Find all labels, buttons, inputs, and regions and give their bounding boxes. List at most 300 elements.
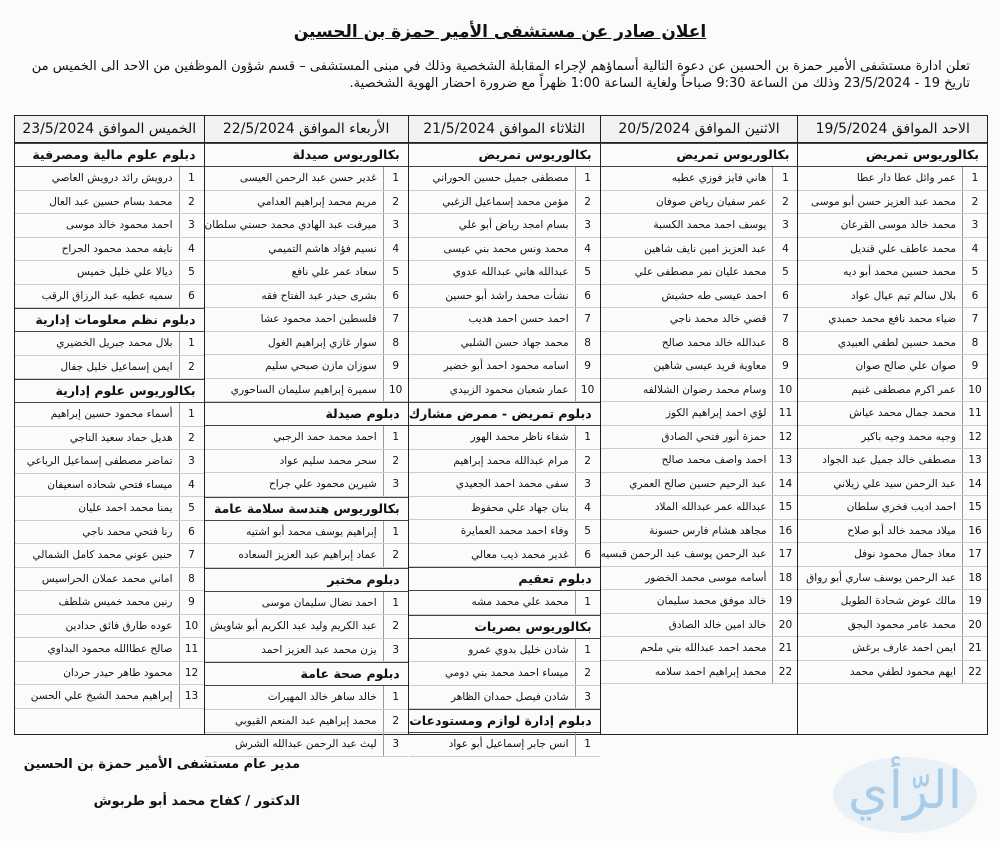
candidate-name: أسماء محمود حسين إبراهيم <box>50 408 173 421</box>
row-number: 1 <box>383 521 408 544</box>
candidate-name: ايمن احمد عارف برغش <box>852 642 956 655</box>
row-number: 3 <box>962 214 987 237</box>
row-number: 3 <box>383 733 408 756</box>
row-number: 2 <box>575 191 600 214</box>
row-number: 6 <box>575 285 600 308</box>
candidate-row <box>409 544 600 568</box>
row-number: 1 <box>575 639 600 662</box>
section-heading: دبلوم نظم معلومات إدارية <box>15 308 204 332</box>
candidate-name: سميرة إبراهيم سليمان الساحوري <box>230 383 377 396</box>
candidate-row <box>409 214 600 238</box>
candidate-name: محمود طاهر حيدر حردان <box>63 666 173 679</box>
candidate-name: معاوية فريد عيسى شاهين <box>653 360 767 373</box>
candidate-row <box>409 379 600 403</box>
row-number: 5 <box>179 497 204 520</box>
row-number: 12 <box>179 662 204 685</box>
row-number: 9 <box>383 355 408 378</box>
row-number: 13 <box>772 449 797 472</box>
day-column <box>408 116 600 751</box>
candidate-name: بنان جهاد علي محفوظ <box>471 501 569 514</box>
section-heading: بكالوريوس علوم إدارية <box>15 379 204 403</box>
candidate-name: عمر وائل عطا دار عطا <box>856 172 956 185</box>
candidate-name: محمد عليان نمر مصطفى علي <box>634 266 767 279</box>
row-number: 2 <box>772 191 797 214</box>
candidate-row <box>601 496 798 520</box>
row-number: 1 <box>383 592 408 615</box>
day-heading: الاثنين الموافق 20/5/2024 <box>601 116 798 143</box>
candidate-name: محمد عاطف علي قنديل <box>850 242 956 255</box>
candidate-name: شادن فيصل حمدان الظاهر <box>451 690 569 703</box>
candidate-name: عبدالله خالد محمد صالح <box>661 336 767 349</box>
row-number: 3 <box>772 214 797 237</box>
candidate-name: اسامه محمود احمد أبو خضير <box>443 360 569 373</box>
signatory-name: الدكتور / كفاح محمد أبو طربوش <box>93 794 300 809</box>
candidate-row <box>15 521 204 545</box>
candidate-name: وسام محمد رضوان الشلالفه <box>642 383 767 396</box>
section-heading: دبلوم مختبر <box>205 568 408 592</box>
candidate-row <box>205 308 408 332</box>
candidate-name: محمد خالد موسى القرعان <box>840 219 956 232</box>
row-number: 16 <box>772 520 797 543</box>
row-number: 7 <box>575 308 600 331</box>
candidate-row <box>409 473 600 497</box>
row-number: 5 <box>179 261 204 284</box>
candidate-name: وجيه محمد وجيه باكير <box>861 430 956 443</box>
day-heading: الخميس الموافق 23/5/2024 <box>15 116 204 143</box>
row-number: 8 <box>772 332 797 355</box>
candidate-name: بشرى حيدر عبد الفتاح فقه <box>261 289 377 302</box>
candidate-name: مصطفى جميل حسين الحوراني <box>432 172 569 185</box>
candidate-row <box>601 426 798 450</box>
day-heading: الثلاثاء الموافق 21/5/2024 <box>409 116 600 143</box>
candidate-name: محمد حسين محمد أبو ديه <box>843 266 956 279</box>
row-number: 6 <box>962 285 987 308</box>
candidate-name: عبد الرحمن يوسف ساري أبو رواق <box>806 571 956 584</box>
candidate-name: رنا فتحي محمد ناجي <box>82 525 173 538</box>
row-number: 13 <box>179 685 204 708</box>
candidate-name: مريم محمد إبراهيم العدامي <box>257 195 377 208</box>
candidate-row <box>205 426 408 450</box>
candidate-row <box>798 637 987 661</box>
candidate-name: عمر اكرم مصطفى غنيم <box>851 383 956 396</box>
row-number: 14 <box>772 473 797 496</box>
candidate-name: محمد ونس محمد بني عيسى <box>443 242 569 255</box>
day-heading: الأربعاء الموافق 22/5/2024 <box>205 116 408 143</box>
row-number: 1 <box>179 332 204 355</box>
row-number: 8 <box>383 332 408 355</box>
candidate-row <box>205 450 408 474</box>
row-number: 4 <box>179 238 204 261</box>
candidate-name: درويش رائد درويش العاصي <box>51 172 173 185</box>
row-number: 1 <box>179 403 204 426</box>
candidate-name: سحر محمد سليم عواد <box>279 454 377 467</box>
candidate-row <box>798 214 987 238</box>
candidate-row <box>409 591 600 615</box>
row-number: 17 <box>772 543 797 566</box>
newspaper-logo-watermark <box>830 740 980 835</box>
candidate-name: عوده طارق فائق حدادين <box>65 619 173 632</box>
row-number: 9 <box>179 591 204 614</box>
candidate-row <box>205 639 408 663</box>
row-number: 10 <box>772 379 797 402</box>
candidate-row <box>601 261 798 285</box>
candidate-name: احمد محمود خالد موسى <box>65 219 173 232</box>
row-number: 15 <box>772 496 797 519</box>
candidate-row <box>601 332 798 356</box>
candidate-row <box>15 568 204 592</box>
candidate-name: سوزان مازن صبحي سليم <box>265 360 377 373</box>
candidate-row <box>601 543 798 567</box>
candidate-row <box>15 214 204 238</box>
candidate-name: احمد واصف محمد صالح <box>661 454 767 467</box>
candidate-name: غدير محمد ذيب معالي <box>471 548 569 561</box>
candidate-row <box>601 285 798 309</box>
candidate-row <box>409 261 600 285</box>
row-number: 18 <box>772 567 797 590</box>
candidate-row <box>798 308 987 332</box>
candidate-row <box>15 615 204 639</box>
section-heading: بكالوريوس تمريض <box>601 143 798 167</box>
day-column <box>204 116 408 751</box>
candidate-name: إبراهيم يوسف محمد أبو اشتيه <box>246 525 377 538</box>
candidate-name: محمد جمال محمد عياش <box>849 407 956 420</box>
candidate-name: احمد نضال سليمان موسى <box>261 596 377 609</box>
row-number: 7 <box>962 308 987 331</box>
candidate-row <box>409 238 600 262</box>
row-number: 11 <box>962 402 987 425</box>
candidate-name: شفاء ناظر محمد الهور <box>470 431 569 444</box>
row-number: 2 <box>383 710 408 733</box>
candidate-row <box>798 567 987 591</box>
candidate-name: بلال سالم تيم عيال عواد <box>851 289 956 302</box>
row-number: 3 <box>383 639 408 662</box>
schedule-table <box>14 115 988 751</box>
candidate-name: محمد جهاد حسن الشلبي <box>460 336 569 349</box>
candidate-row <box>798 191 987 215</box>
row-number: 10 <box>383 379 408 402</box>
candidate-row <box>409 686 600 710</box>
row-number: 2 <box>179 356 204 379</box>
candidate-name: اماني محمد عملان الحراسيس <box>41 572 173 585</box>
candidate-row <box>15 191 204 215</box>
candidate-name: محمد بسام حسين عبد العال <box>49 195 173 208</box>
candidate-row <box>798 449 987 473</box>
candidate-row <box>798 473 987 497</box>
row-number: 3 <box>383 214 408 237</box>
candidate-row <box>601 473 798 497</box>
candidate-name: خالد امين خالد الصادق <box>668 618 767 631</box>
candidate-row <box>205 355 408 379</box>
row-number: 6 <box>575 544 600 567</box>
row-number: 19 <box>772 590 797 613</box>
candidate-row <box>205 592 408 616</box>
candidate-row <box>798 520 987 544</box>
candidate-name: عبد الكريم وليد عبد الكريم أبو شاويش <box>209 620 377 633</box>
candidate-name: سفى محمد احمد الجعيدي <box>455 478 569 491</box>
day-column <box>600 116 798 734</box>
candidate-row <box>601 661 798 685</box>
candidate-row <box>205 733 408 757</box>
candidate-row <box>205 191 408 215</box>
candidate-row <box>798 261 987 285</box>
row-number: 1 <box>179 167 204 190</box>
candidate-name: ميساء احمد محمد بني دومي <box>445 667 569 680</box>
candidate-row <box>798 285 987 309</box>
candidate-name: أسامه موسى محمد الخضور <box>645 571 767 584</box>
candidate-row <box>15 544 204 568</box>
row-number: 12 <box>962 426 987 449</box>
row-number: 3 <box>575 214 600 237</box>
candidate-row <box>601 449 798 473</box>
candidate-name: يمنا محمد احمد عليان <box>78 502 173 515</box>
candidate-name: شادن خليل بدوي عمرو <box>468 643 569 656</box>
section-heading: بكالوريوس صيدلة <box>205 143 408 167</box>
row-number: 10 <box>179 615 204 638</box>
section-heading: بكالوريوس هندسة سلامة عامة <box>205 497 408 521</box>
candidate-name: عماد إبراهيم عبد العزيز السعاده <box>238 549 377 562</box>
candidate-row <box>15 261 204 285</box>
candidate-row <box>15 591 204 615</box>
candidate-row <box>15 662 204 686</box>
row-number: 2 <box>383 615 408 638</box>
candidate-row <box>601 191 798 215</box>
candidate-name: عبد الرحمن سيد علي زيلاني <box>833 477 956 490</box>
candidate-name: خالد موفق محمد سليمان <box>656 595 767 608</box>
candidate-name: يوسف احمد محمد الكسبة <box>653 219 767 232</box>
candidate-name: حنين عوني محمد كامل الشمالي <box>32 549 173 562</box>
candidate-row <box>798 661 987 685</box>
candidate-name: مؤمن محمد إسماعيل الزغبي <box>442 195 569 208</box>
row-number: 5 <box>772 261 797 284</box>
candidate-name: مجاهد هشام فارس حسونة <box>649 524 767 537</box>
candidate-name: ضياء محمد نافع محمد حمبدي <box>828 313 956 326</box>
candidate-row <box>205 261 408 285</box>
candidate-row <box>205 332 408 356</box>
row-number: 7 <box>383 308 408 331</box>
candidate-row <box>409 520 600 544</box>
row-number: 2 <box>575 450 600 473</box>
row-number: 2 <box>383 544 408 567</box>
candidate-row <box>798 167 987 191</box>
candidate-name: وفاء احمد محمد العمايرة <box>460 525 569 538</box>
row-number: 2 <box>962 191 987 214</box>
candidate-name: عبدالله هاني عبدالله عدوي <box>452 266 569 279</box>
candidate-row <box>409 662 600 686</box>
row-number: 11 <box>772 402 797 425</box>
row-number: 9 <box>575 355 600 378</box>
candidate-row <box>15 332 204 356</box>
candidate-row <box>205 473 408 497</box>
row-number: 11 <box>179 638 204 661</box>
candidate-row <box>15 427 204 451</box>
candidate-row <box>205 686 408 710</box>
candidate-row <box>15 238 204 262</box>
candidate-name: سوار غازي إبراهيم الغول <box>268 336 377 349</box>
day-heading: الاحد الموافق 19/5/2024 <box>798 116 987 143</box>
candidate-row <box>15 285 204 309</box>
row-number: 13 <box>962 449 987 472</box>
candidate-name: احمد حسن احمد هديب <box>468 313 569 326</box>
candidate-name: عبد العزيز امين نايف شاهين <box>644 242 767 255</box>
row-number: 1 <box>383 167 408 190</box>
candidate-row <box>205 214 408 238</box>
candidate-row <box>798 332 987 356</box>
row-number: 16 <box>962 520 987 543</box>
candidate-name: سعاد عمر علي نافع <box>291 266 377 279</box>
row-number: 3 <box>179 214 204 237</box>
candidate-row <box>205 379 408 403</box>
candidate-row <box>409 308 600 332</box>
candidate-row <box>798 543 987 567</box>
candidate-row <box>15 167 204 191</box>
row-number: 19 <box>962 590 987 613</box>
candidate-name: محمد إبراهيم احمد سلامه <box>654 665 767 678</box>
candidate-name: محمد إبراهيم عبد المنعم القيوبي <box>235 714 377 727</box>
row-number: 5 <box>575 261 600 284</box>
svg-text:الرّأي: الرّأي <box>847 761 963 821</box>
candidate-name: نسيم فؤاد هاشم التميمي <box>268 242 377 255</box>
row-number: 6 <box>179 521 204 544</box>
document-title: اعلان صادر عن مستشفى الأمير حمزة بن الحسين <box>293 22 707 42</box>
candidate-name: إبراهيم محمد الشيخ علي الحسن <box>30 690 173 703</box>
candidate-name: معاذ جمال محمود نوفل <box>854 548 956 561</box>
row-number: 6 <box>772 285 797 308</box>
candidate-row <box>798 496 987 520</box>
candidate-name: ميرفت عبد الهادي محمد حسني سلطان <box>204 219 377 232</box>
candidate-row <box>15 356 204 380</box>
section-heading: دبلوم إدارة لوازم ومستودعات <box>409 709 600 733</box>
candidate-name: احمد اديب فخري سلطان <box>846 501 956 514</box>
candidate-row <box>601 590 798 614</box>
candidate-row <box>798 402 987 426</box>
row-number: 22 <box>772 661 797 684</box>
row-number: 8 <box>179 568 204 591</box>
candidate-name: فلسطين احمد محمود عشا <box>260 313 377 326</box>
candidate-name: ايمن إسماعيل خليل جفال <box>60 360 173 373</box>
candidate-name: محمد علي محمد مشه <box>471 596 569 609</box>
row-number: 4 <box>179 474 204 497</box>
section-heading: دبلوم صحة عامة <box>205 662 408 686</box>
candidate-row <box>409 497 600 521</box>
row-number: 21 <box>772 637 797 660</box>
candidate-name: انس جابر إسماعيل أبو عواد <box>448 738 569 751</box>
candidate-name: بسام امجد رياض أبو علي <box>458 219 569 232</box>
candidate-row <box>601 238 798 262</box>
candidate-name: شيرين محمود علي جراح <box>268 478 377 491</box>
candidate-name: ايهم محمود لطفي محمد <box>849 665 956 678</box>
section-heading: بكالوريوس تمريض <box>798 143 987 167</box>
section-heading: بكالوريوس بصريات <box>409 615 600 639</box>
intro-paragraph: تعلن ادارة مستشفى الأمير حمزة بن الحسين عن دعوة التالية أسماؤهم لإجراء المقابلة الشخصية وذلك في مبنى المستشفى – قسم شؤون الموظفين من الاحد الى الخميس من تاريخ 19 - 23/5/2024 وذلك من الساعة 9:30 صباحاً ولغاية الساعة 1:00 ظهراً مع ضرورة احضار الهوية الشخصية. <box>31 59 970 91</box>
candidate-row <box>601 520 798 544</box>
row-number: 1 <box>575 591 600 614</box>
row-number: 1 <box>383 686 408 709</box>
candidate-row <box>798 590 987 614</box>
candidate-row <box>601 614 798 638</box>
candidate-name: صالح عطاالله محمود البداوي <box>47 643 173 656</box>
candidate-row <box>798 379 987 403</box>
candidate-row <box>205 544 408 568</box>
row-number: 2 <box>179 427 204 450</box>
candidate-row <box>409 191 600 215</box>
candidate-row <box>409 332 600 356</box>
candidate-row <box>409 733 600 757</box>
row-number: 1 <box>575 733 600 756</box>
candidate-name: عمر سفيان رياض صوفان <box>655 195 767 208</box>
row-number: 22 <box>962 661 987 684</box>
row-number: 2 <box>179 191 204 214</box>
candidate-name: محمد عبد العزيز حسن أبو موسى <box>810 195 956 208</box>
row-number: 4 <box>383 238 408 261</box>
candidate-row <box>15 474 204 498</box>
row-number: 7 <box>772 308 797 331</box>
row-number: 6 <box>383 285 408 308</box>
candidate-row <box>205 710 408 734</box>
row-number: 4 <box>575 497 600 520</box>
candidate-row <box>15 497 204 521</box>
section-heading: دبلوم علوم مالية ومصرفية <box>15 143 204 167</box>
candidate-row <box>409 285 600 309</box>
row-number: 2 <box>575 662 600 685</box>
candidate-name: رنين محمد خميس شلطف <box>58 596 173 609</box>
candidate-row <box>601 567 798 591</box>
candidate-row <box>601 379 798 403</box>
candidate-row <box>205 615 408 639</box>
candidate-name: عبد الرحمن يوسف عبد الرحمن قبسيه <box>600 548 767 561</box>
row-number: 6 <box>179 285 204 308</box>
row-number: 1 <box>962 167 987 190</box>
candidate-row <box>798 238 987 262</box>
row-number: 7 <box>179 544 204 567</box>
row-number: 5 <box>962 261 987 284</box>
candidate-row <box>601 167 798 191</box>
candidate-name: محمد احمد عبدالله بني ملحم <box>640 642 767 655</box>
row-number: 8 <box>575 332 600 355</box>
candidate-name: خالد ساهر خالد المهيرات <box>267 691 377 704</box>
section-heading: بكالوريوس تمريض <box>409 143 600 167</box>
candidate-row <box>601 308 798 332</box>
candidate-name: بلال محمد جبريل الخضيري <box>56 337 173 350</box>
candidate-row <box>409 639 600 663</box>
row-number: 5 <box>575 520 600 543</box>
row-number: 8 <box>962 332 987 355</box>
candidate-name: احمد عيسى طه حشيش <box>661 289 767 302</box>
candidate-name: ليث عبد الرحمن عبدالله الشرش <box>234 738 377 751</box>
candidate-row <box>601 402 798 426</box>
row-number: 20 <box>962 614 987 637</box>
row-number: 17 <box>962 543 987 566</box>
candidate-row <box>601 355 798 379</box>
row-number: 2 <box>383 450 408 473</box>
candidate-row <box>15 450 204 474</box>
candidate-name: صوان علي صالح صوان <box>855 360 956 373</box>
candidate-row <box>205 238 408 262</box>
candidate-row <box>409 426 600 450</box>
row-number: 3 <box>179 450 204 473</box>
candidate-row <box>15 403 204 427</box>
candidate-name: ديالا علي خليل خميس <box>77 266 173 279</box>
day-column <box>15 116 204 734</box>
candidate-name: يزن محمد عبد العزيز احمد <box>261 643 377 656</box>
candidate-name: محمد عامر محمود البجق <box>847 618 956 631</box>
row-number: 1 <box>575 167 600 190</box>
row-number: 3 <box>383 473 408 496</box>
row-number: 18 <box>962 567 987 590</box>
section-heading: دبلوم تعقيم <box>409 567 600 591</box>
candidate-name: هديل حماد سعيد الناجي <box>69 431 173 444</box>
candidate-name: احمد محمد حمد الرجبي <box>273 431 377 444</box>
candidate-name: نشأت محمد راشد أبو حسين <box>445 289 569 302</box>
